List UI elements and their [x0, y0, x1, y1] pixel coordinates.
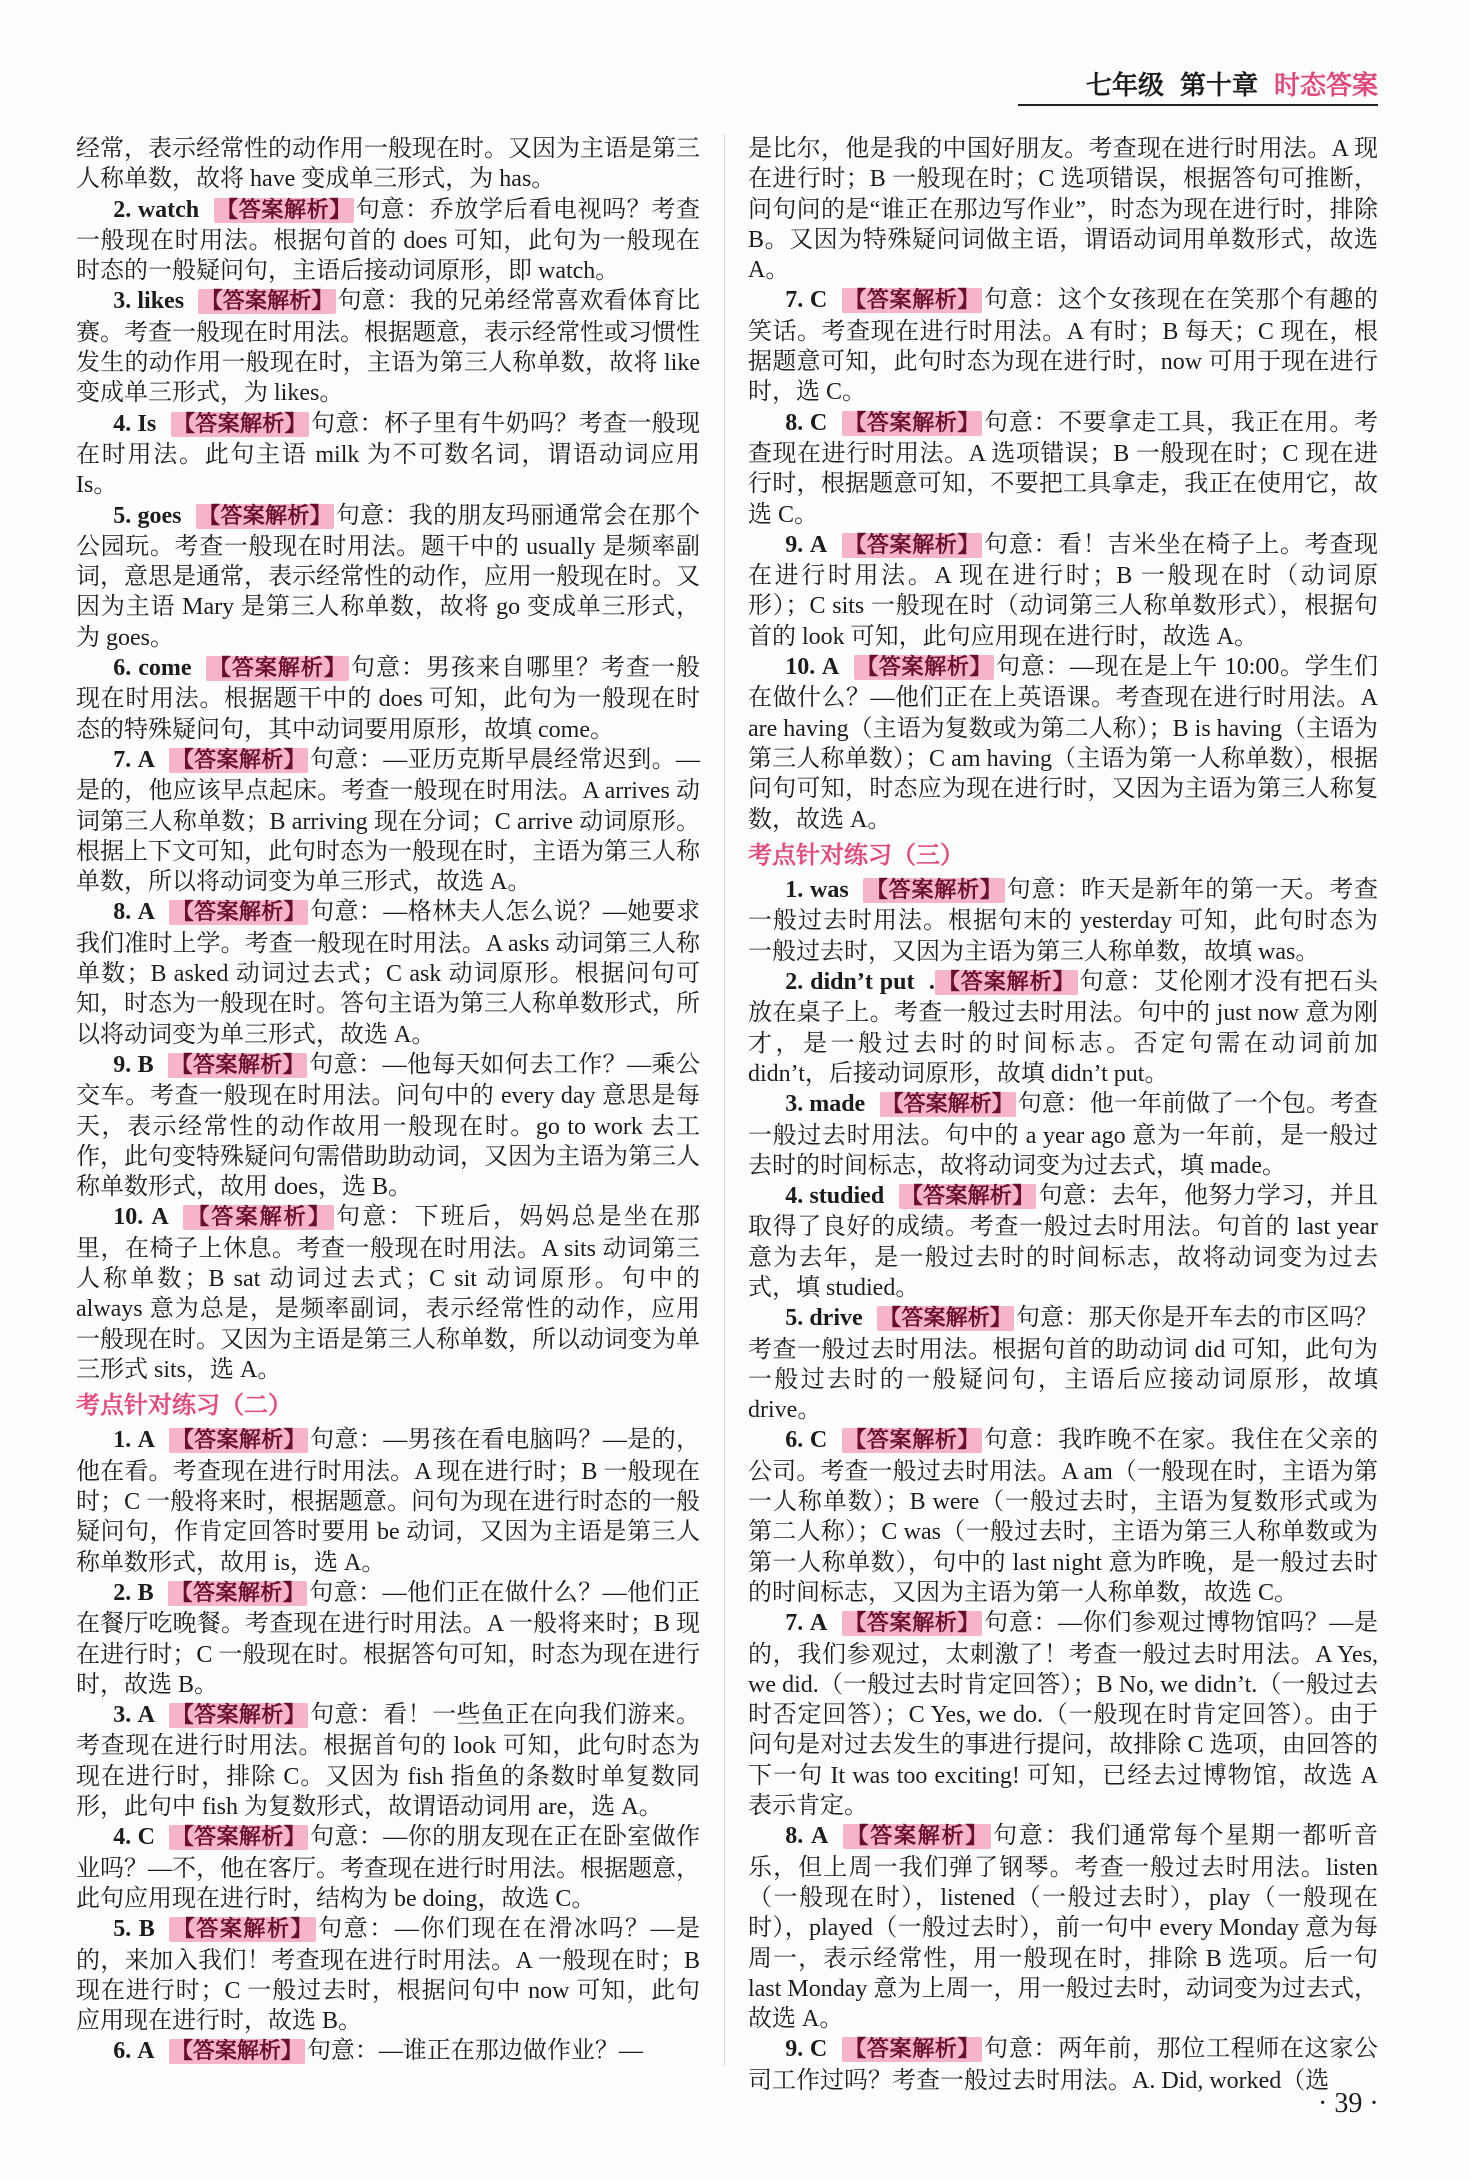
- answer-analysis-tag: 【答案解析】: [855, 655, 993, 681]
- answer-analysis-tag: 【答案解析】: [881, 1092, 1014, 1118]
- answer-analysis-tag: 【答案解析】: [171, 900, 307, 926]
- answer-item: [748, 652, 1378, 835]
- section-heading: 考点针对练习（二）: [76, 1391, 292, 1420]
- answer-key: C: [809, 409, 828, 436]
- answer-item: [748, 967, 1378, 1089]
- answer-analysis-tag: 【答案解析】: [843, 288, 981, 314]
- answer-number: 10.: [113, 1204, 144, 1231]
- answer-key: A: [809, 531, 828, 558]
- answer-key: watch: [137, 196, 200, 223]
- stray-mark: .: [928, 969, 935, 996]
- answer-item: [76, 897, 700, 1049]
- section-heading: 考点针对练习（三）: [748, 840, 964, 869]
- answer-number: 1.: [785, 877, 804, 904]
- explanation-text: 句意：—他每天如何去工作？—乘公交车。考查一般现在时用法。问句中的 every day 意思是每天，表示经常性的动作故用一般现在时。go to work 去工作，此句变特殊疑问句需借助助动词，又因为主语为第三人称单数形式，故用 does，选 B。: [76, 1051, 700, 1201]
- answer-analysis-tag: 【答案解析】: [207, 656, 347, 682]
- answer-item: [748, 875, 1378, 967]
- answer-number: 2.: [113, 1579, 132, 1606]
- answer-key: A: [810, 1823, 829, 1850]
- answer-item: [76, 1914, 700, 2036]
- answer-number: 9.: [785, 531, 804, 558]
- answer-key: A: [137, 899, 155, 926]
- explanation-text: 句意：—亚历克斯早晨经常迟到。—是的，他应该早点起床。考查一般现在时用法。A arrives 动词第三人称单数；B arriving 现在分词；C arrive 动词原形。根据上下文可知，此句时态为一般现在时，主语为第三人称单数，所以将动词变为单三形式，故选 A。: [76, 746, 701, 896]
- answer-key: C: [809, 287, 828, 314]
- answer-number: 10.: [785, 654, 816, 681]
- answer-number: 5.: [113, 502, 132, 529]
- answer-number: 8.: [785, 1823, 804, 1850]
- answer-number: 2.: [785, 969, 804, 996]
- answer-key: was: [810, 877, 849, 904]
- header-topic: 时态答案: [1273, 71, 1378, 101]
- answer-item: [76, 745, 700, 897]
- answer-analysis-tag: 【答案解析】: [900, 1184, 1035, 1210]
- answer-analysis-tag: 【答案解析】: [936, 970, 1076, 996]
- explanation-text: 句意：去年，他努力学习，并且取得了良好的成绩。考查一般过去时用法。句首的 last year 意为去年，是一般过去时的时间标志，故将动词变为过去式，填 studied。: [748, 1183, 1378, 1301]
- explanation-text: 句意：不要拿走工具，我正在用。考查现在进行时用法。A 选项错误；B 一般现在时；C 现在进行时，根据题意可知，不要把工具拿走，我正在使用它，故选 C。: [748, 409, 1378, 528]
- answer-continuation: 是比尔，他是我的中国好朋友。考查现在进行时用法。A 现在进行时；B 一般现在时；C 选项错误，根据答句可推断，问句问的是“谁正在那边写作业”，时态为现在进行时，排除 B。又因为特殊疑问词做主语，谓语动词用单数形式，故选 A。: [748, 136, 1378, 284]
- explanation-text: 句意：乔放学后看电视吗？考查一般现在时用法。根据句首的 does 可知，此句为一般现在时态的一般疑问句，主语后接动词原形，即 watch。: [76, 196, 701, 285]
- answer-analysis-tag: 【答案解析】: [170, 1580, 306, 1606]
- answer-analysis-tag: 【答案解析】: [172, 411, 307, 437]
- answer-number: 6.: [113, 2038, 132, 2065]
- answer-analysis-tag: 【答案解析】: [185, 1205, 333, 1231]
- answer-number: 4.: [785, 1183, 804, 1210]
- answer-key: Is: [137, 410, 157, 437]
- answer-analysis-tag: 【答案解析】: [843, 532, 981, 558]
- answer-key: A: [137, 2038, 155, 2065]
- answer-number: 7.: [785, 1610, 804, 1637]
- explanation-text: 句意：—他们正在做什么？—他们正在餐厅吃晚餐。考查现在进行时用法。A 一般将来时；B 现在进行时；C 一般现在时。根据答句可知，时态为现在进行时，故选 B。: [76, 1579, 700, 1698]
- answer-analysis-tag: 【答案解析】: [170, 2039, 303, 2065]
- explanation-text: 句意：—你们参观过博物馆吗？—是的，我们参观过，太刺激了！考查一般过去时用法。A Yes, we did.（一般过去时肯定回答）；B No, we didn’t.（一般过去时否定回答）；C Yes, we do.（一般现在时肯定回答）。由于问句是对过去发生的事进行提问，故排除 C 选项，由回答的下一句 It was too exciting! 可知，已经去过博物馆，故选 A 表示肯定。: [748, 1610, 1378, 1820]
- header-chapter: 第十章: [1179, 71, 1258, 101]
- answer-analysis-tag: 【答案解析】: [171, 1917, 315, 1943]
- answer-number: 7.: [785, 287, 804, 314]
- answer-item: [748, 1303, 1378, 1425]
- explanation-text: 句意：看！一些鱼正在向我们游来。考查现在进行时用法。根据首句的 look 可知，此句时态为现在进行时，排除 C。又因为 fish 指鱼的条数时单复数同形，此句中 fish 为复数形式，故谓语动词用 are，选 A。: [76, 1702, 701, 1821]
- answer-item: [76, 1202, 700, 1385]
- answer-item: [76, 1578, 700, 1700]
- answer-key: A: [809, 1610, 828, 1637]
- answer-analysis-tag: 【答案解析】: [843, 1428, 981, 1454]
- answer-item: [76, 1425, 700, 1577]
- answer-number: 4.: [113, 1824, 132, 1851]
- answer-number: 8.: [785, 409, 804, 436]
- answer-key: drive: [809, 1305, 863, 1332]
- explanation-text: 句意：—谁正在那边做作业？—: [306, 2038, 643, 2065]
- answer-key: A: [137, 746, 155, 773]
- explanation-text: 句意：昨天是新年的第一天。考查一般过去时用法。根据句末的 yesterday 可知，此句时态为一般过去时，又因为主语为第三人称单数，故填 was。: [748, 877, 1379, 965]
- answer-key: A: [137, 1702, 155, 1729]
- answer-analysis-tag: 【答案解析】: [843, 410, 981, 436]
- answer-item: [748, 530, 1378, 652]
- answer-key: B: [138, 1916, 155, 1943]
- answer-item: [748, 408, 1378, 530]
- answer-number: 5.: [113, 1916, 132, 1943]
- answer-analysis-tag: 【答案解析】: [197, 503, 332, 529]
- answer-key: C: [809, 1427, 828, 1454]
- answer-number: 4.: [113, 410, 132, 437]
- left-column: [76, 134, 700, 2066]
- answer-key: C: [137, 1824, 155, 1851]
- answer-analysis-tag: 【答案解析】: [200, 289, 334, 315]
- explanation-text: 句意：—现在是上午 10:00。学生们在做什么？—他们正在上英语课。考查现在进行时用法。A are having（主语为复数或为第二人称）；B is having（主语为第三人称单数）；C am having（主语为第一人称单数），根据问句可知，时态应为现在进行时，又因为主语为第三人称复数，故选 A。: [748, 654, 1378, 833]
- explanation-text: 句意：杯子里有牛奶吗？考查一般现在时用法。此句主语 milk 为不可数名词，谓语动词应用 Is。: [76, 410, 701, 499]
- answer-item: [76, 1700, 700, 1822]
- answer-analysis-tag: 【答案解析】: [844, 1824, 990, 1850]
- answer-key: B: [137, 1579, 154, 1606]
- answer-key: studied: [809, 1183, 885, 1210]
- answer-key: A: [151, 1204, 169, 1231]
- answer-item: [76, 653, 700, 745]
- answer-number: 9.: [785, 2036, 804, 2063]
- answer-analysis-tag: 【答案解析】: [843, 2037, 981, 2063]
- answer-analysis-tag: 【答案解析】: [843, 1611, 981, 1637]
- answer-analysis-tag: 【答案解析】: [171, 1428, 307, 1454]
- explanation-text: 句意：我们通常每个星期一都听音乐，但上周一我们弹了钢琴。考查一般过去时用法。listen（一般现在时），listened（一般过去时），play（一般现在时），played（一般过去时），前一句中 every Monday 意为每周一，表示经常性，用一般现在时，排除 B 选项。后一句 last Monday 意为上周一，用一般过去时，动词变为过去式，故选 A。: [748, 1823, 1378, 2033]
- answer-key: B: [137, 1051, 154, 1078]
- explanation-text: 句意：那天你是开车去的市区吗？考查一般过去时用法。根据句首的助动词 did 可知，此句为一般过去时的一般疑问句，主语后应接动词原形，故填 drive。: [748, 1305, 1378, 1424]
- answer-item: [748, 2034, 1378, 2096]
- explanation-text: 句意：我昨晚不在家。我住在父亲的公司。考查一般过去时用法。A am（一般现在时，主语为第一人称单数）；B were（一般过去时，主语为复数形式或为第二人称）；C was（一般过去时，主语为第三人称单数或为第一人称单数），句中的 last night 意为昨晚，是一般过去时的时间标志，又因为主语为第一人称单数，故选 C。: [748, 1427, 1378, 1606]
- answer-item: [748, 1821, 1378, 2034]
- explanation-text: 句意：下班后，妈妈总是坐在那里，在椅子上休息。考查一般现在时用法。A sits 动词第三人称单数；B sat 动词过去式；C sit 动词原形。句中的 always 意为总是，是频率副词，表示经常性的动作，应用一般现在时。又因为主语是第三人称单数，所以动词变为单三形式 sits，选 A。: [76, 1204, 701, 1383]
- answer-item: [748, 1425, 1378, 1608]
- answer-analysis-tag: 【答案解析】: [171, 747, 307, 773]
- answer-continuation: 经常，表示经常性的动作用一般现在时。又因为主语是第三人称单数，故将 have 变成单三形式，为 has。: [76, 136, 700, 193]
- explanation-text: 句意：我的朋友玛丽通常会在那个公园玩。考查一般现在时用法。题干中的 usually 是频率副词，意思是通常，表示经常性的动作，应用一般现在时。又因为主语 Mary 是第三人称单数，故将 go 变成单三形式，为 goes。: [76, 502, 700, 651]
- answer-item: [76, 1050, 700, 1202]
- explanation-text: 句意：—你们现在在滑冰吗？—是的，来加入我们！考查现在进行时用法。A 一般现在时；B 现在进行时；C 一般过去时，根据问句中 now 可知，此句应用现在进行时，故选 B。: [76, 1916, 701, 2035]
- answer-number: 6.: [113, 655, 132, 682]
- header-grade: 七年级: [1085, 71, 1164, 101]
- answer-number: 7.: [113, 746, 132, 773]
- answer-number: 8.: [113, 899, 132, 926]
- answer-key: A: [821, 654, 840, 681]
- answer-number: 9.: [113, 1051, 132, 1078]
- page-number: · 39 ·: [1318, 2088, 1379, 2119]
- answer-item: [76, 2036, 700, 2067]
- right-column: [748, 134, 1379, 2094]
- answer-item: [748, 285, 1378, 407]
- explanation-text: 句意：—男孩在看电脑吗？—是的，他在看。考查现在进行时用法。A 现在进行时；B 一般现在时；C 一般将来时，根据题意。问句为现在进行时态的一般疑问句，作肯定回答时要用 be 动词，又因为主语是第三人称单数形式，故用 is，选 A。: [76, 1427, 701, 1576]
- answer-key: goes: [137, 502, 182, 529]
- answer-number: 5.: [785, 1305, 804, 1332]
- answer-item: [76, 286, 700, 408]
- answer-analysis-tag: 【答案解析】: [171, 1825, 307, 1851]
- running-header: [1018, 70, 1378, 106]
- answer-key: C: [809, 2036, 828, 2063]
- explanation-text: 句意：—你的朋友现在正在卧室做作业吗？—不，他在客厅。考查现在进行时用法。根据题意，此句应用现在进行时，结构为 be doing，故选 C。: [76, 1824, 701, 1912]
- answer-key: A: [137, 1427, 155, 1454]
- explanation-text: 句意：—格林夫人怎么说？—她要求我们准时上学。考查一般现在时用法。A asks 动词第三人称单数；B asked 动词过去式；C ask 动词原形。根据问句可知，时态为一般现在时。答句主语为第三人称单数形式，所以将动词变为单三形式，故选 A。: [76, 899, 701, 1048]
- answer-number: 3.: [113, 1702, 132, 1729]
- answer-analysis-tag: 【答案解析】: [879, 1306, 1013, 1332]
- answer-number: 3.: [785, 1091, 804, 1118]
- answer-key: made: [809, 1091, 866, 1118]
- answer-analysis-tag: 【答案解析】: [215, 197, 352, 223]
- explanation-text: 句意：男孩来自哪里？考查一般现在时用法。根据题干中的 does 可知，此句为一般现在时态的特殊疑问句，其中动词要用原形，故填 come。: [76, 655, 701, 743]
- answer-key: didn’t put: [810, 969, 915, 996]
- answer-item: [76, 409, 700, 501]
- answer-item: [76, 501, 700, 653]
- answer-item: [76, 195, 700, 287]
- answer-analysis-tag: 【答案解析】: [865, 878, 1003, 904]
- answer-number: 1.: [113, 1427, 132, 1454]
- answer-item: [76, 1822, 700, 1914]
- column-divider: [724, 134, 725, 2066]
- explanation-text: 句意：艾伦刚才没有把石头放在桌子上。考查一般过去时用法。句中的 just now 意为刚才，是一般过去时的时间标志。否定句需在动词前加 didn’t，后接动词原形，故填 didn’t put。: [748, 969, 1378, 1087]
- answer-number: 2.: [113, 196, 132, 223]
- answer-key: come: [138, 655, 192, 682]
- explanation-text: 句意：两年前，那位工程师在这家公司工作过吗？考查一般过去时用法。A. Did, worked（选: [748, 2036, 1378, 2094]
- answer-key: likes: [137, 288, 185, 315]
- explanation-text: 句意：看！吉米坐在椅子上。考查现在进行时用法。A 现在进行时；B 一般现在时（动词原形）；C sits 一般现在时（动词第三人称单数形式），根据句首的 look 可知，此句应用现在进行时，故选 A。: [748, 531, 1378, 650]
- explanation-text: 句意：他一年前做了一个包。考查一般过去时用法。句中的 a year ago 意为一年前，是一般过去时的时间标志，故将动词变为过去式，填 made。: [748, 1091, 1379, 1179]
- answer-item: [748, 1181, 1378, 1303]
- answer-analysis-tag: 【答案解析】: [171, 1703, 307, 1729]
- explanation-text: 句意：这个女孩现在在笑那个有趣的笑话。考查现在进行时用法。A 有时；B 每天；C 现在，根据题意可知，此句时态为现在进行时，now 可用于现在进行时，选 C。: [748, 287, 1378, 406]
- answer-item: [748, 1089, 1378, 1181]
- answer-analysis-tag: 【答案解析】: [170, 1052, 306, 1078]
- answer-number: 3.: [113, 288, 132, 315]
- answer-item: [748, 1608, 1378, 1821]
- answer-number: 6.: [785, 1427, 804, 1454]
- explanation-text: 句意：我的兄弟经常喜欢看体育比赛。考查一般现在时用法。根据题意，表示经常性或习惯性发生的动作用一般现在时，主语为第三人称单数，故将 like 变成单三形式，为 likes。: [76, 288, 700, 407]
